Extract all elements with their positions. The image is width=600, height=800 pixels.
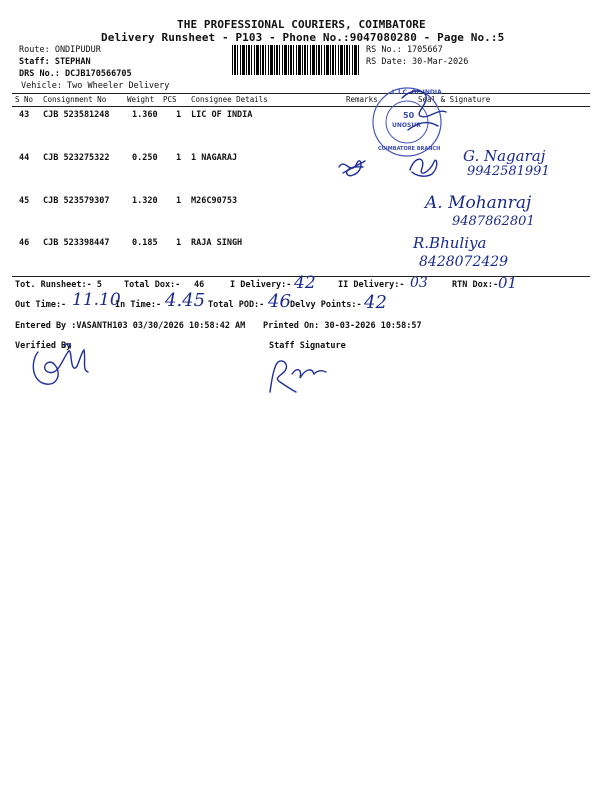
table-row-sno: 45: [19, 196, 30, 206]
table-row-pcs: 1: [176, 153, 182, 163]
table-row-weight: 0.250: [132, 153, 158, 163]
table-row-sno: 46: [19, 238, 30, 248]
company-title: THE PROFESSIONAL COURIERS, COIMBATORE: [177, 18, 426, 31]
i-delivery-value: 42: [294, 273, 316, 293]
table-row-consignment: CJB 523581248: [43, 110, 110, 120]
table-row-consignee: RAJA SINGH: [191, 238, 243, 248]
in-time-value: 4.45: [165, 290, 206, 311]
staff-signature-label: Staff Signature: [269, 341, 346, 351]
stamp-bottom-text: COIMBATORE BRANCH: [378, 146, 441, 152]
verified-by-label: Verified By: [15, 341, 72, 351]
table-row-consignment: CJB 523398447: [43, 238, 110, 248]
total-dox-label: Total Dox:-: [124, 280, 181, 290]
table-header-rule: [12, 106, 590, 107]
table-row-weight: 1.360: [132, 110, 158, 120]
rs-date: RS Date: 30-Mar-2026: [366, 57, 469, 67]
row45-receiver-name: A. Mohanraj: [425, 193, 532, 213]
stamp-top-text: L.I.C. OF INDIA: [392, 89, 442, 96]
row44-receiver-name: G. Nagaraj: [463, 147, 546, 165]
stamp-inner-text: UNOSUR: [392, 122, 421, 129]
total-pod-label: Total POD:-: [208, 300, 265, 310]
stamp-number: 50: [403, 111, 415, 120]
out-time-value: 11.10: [72, 290, 121, 310]
table-row-weight: 0.185: [132, 238, 158, 248]
out-time-label: Out Time:-: [15, 300, 67, 310]
in-time-label: In Time:-: [115, 300, 162, 310]
entered-by: Entered By :VASANTH103 03/30/2026 10:58:42 AM: [15, 321, 246, 331]
table-row-consignee: LIC OF INDIA: [191, 110, 253, 120]
row46-receiver-phone: 8428072429: [419, 254, 509, 270]
table-row-sno: 43: [19, 110, 30, 120]
total-dox-value: 46: [194, 280, 205, 290]
tot-runsheet: Tot. Runsheet:- 5: [15, 280, 102, 290]
i-delivery-label: I Delivery:-: [230, 280, 292, 290]
verifier-signature-icon: [28, 338, 98, 390]
table-row-pcs: 1: [176, 238, 182, 248]
table-row-consignee: M26C90753: [191, 196, 238, 206]
table-row-consignment: CJB 523579307: [43, 196, 110, 206]
table-row-consignee: 1 NAGARAJ: [191, 153, 238, 163]
col-pcs: PCS: [163, 95, 177, 104]
stamp-signature-icon: [398, 86, 450, 136]
ii-delivery-label: II Delivery:-: [338, 280, 405, 290]
rtn-dox-label: RTN Dox:-: [452, 280, 499, 290]
remark-scribble-icon: [335, 153, 369, 183]
drs-label: DRS No.: DCJB170566705: [19, 69, 132, 79]
rtn-dox-value: 01: [498, 274, 518, 292]
table-row-consignment: CJB 523275322: [43, 153, 110, 163]
delvy-points-label: Delvy Points:-: [290, 300, 362, 310]
table-row-pcs: 1: [176, 110, 182, 120]
ii-delivery-value: 03: [410, 275, 428, 291]
row45-receiver-phone: 9487862801: [452, 214, 535, 229]
table-row-weight: 1.320: [132, 196, 158, 206]
rs-number: RS No.: 1705667: [366, 45, 443, 55]
table-row-sno: 44: [19, 153, 30, 163]
col-consignee: Consignee Details: [191, 95, 268, 104]
col-consignment: Consignment No: [43, 95, 107, 104]
table-top-rule: [12, 93, 590, 94]
row44-receiver-phone: 9942581991: [467, 164, 550, 179]
row44-signature-icon: [404, 152, 444, 182]
staff-label: Staff: STEPHAN: [19, 57, 91, 67]
route-label: Route: ONDIPUDUR: [19, 45, 101, 55]
total-pod-value: 46: [268, 291, 291, 312]
col-remarks: Remarks: [346, 95, 378, 104]
printed-on: Printed On: 30-03-2026 10:58:57: [263, 321, 422, 331]
col-seal-signature: Seal & Signature: [418, 95, 491, 104]
barcode: [232, 45, 360, 75]
vehicle-label: Vehicle: Two Wheeler Delivery: [21, 81, 170, 91]
row46-receiver-name: R.Bhuliya: [413, 234, 487, 252]
delvy-points-value: 42: [364, 292, 387, 313]
runsheet-subtitle: Delivery Runsheet - P103 - Phone No.:9047080280 - Page No.:5: [101, 31, 505, 44]
staff-signature-icon: [262, 356, 332, 396]
col-weight: Weight: [127, 95, 155, 104]
table-row-pcs: 1: [176, 196, 182, 206]
col-sno: S No: [15, 95, 34, 104]
